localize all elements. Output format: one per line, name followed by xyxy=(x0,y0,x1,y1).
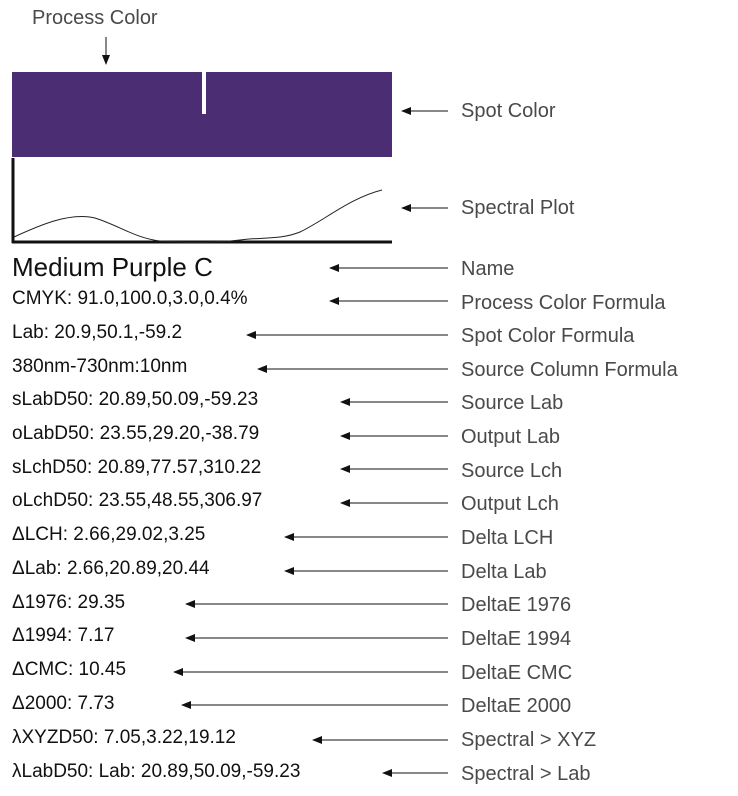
spectral-xyz-value: λXYZD50: 7.05,3.22,19.12 xyxy=(12,727,236,748)
delta-e-1976-value: Δ1976: 29.35 xyxy=(12,592,126,613)
output-lch-value: oLchD50: 23.55,48.55,306.97 xyxy=(12,490,263,511)
output-lab-value: oLabD50: 23.55,29.20,-38.79 xyxy=(12,423,260,444)
delta-e-cmc-label: DeltaE CMC xyxy=(461,662,573,684)
process-color-label: Process Color xyxy=(32,7,158,29)
spot-color-label: Spot Color xyxy=(461,100,556,122)
delta-e-cmc-value: ΔCMC: 10.45 xyxy=(12,659,127,680)
process-formula-value: CMYK: 91.0,100.0,3.0,0.4% xyxy=(12,288,248,309)
delta-e-1976-label: DeltaE 1976 xyxy=(461,594,572,616)
delta-lab-value: ΔLab: 2.66,20.89,20.44 xyxy=(12,558,210,579)
process-formula-label: Process Color Formula xyxy=(461,292,666,314)
color-name: Medium Purple C xyxy=(12,252,213,282)
delta-e-1994-value: Δ1994: 7.17 xyxy=(12,625,115,646)
delta-lch-value: ΔLCH: 2.66,29.02,3.25 xyxy=(12,524,206,545)
source-lab-value: sLabD50: 20.89,50.09,-59.23 xyxy=(12,389,259,410)
delta-lch-label: Delta LCH xyxy=(461,527,554,549)
spot-formula-value: Lab: 20.9,50.1,-59.2 xyxy=(12,322,183,343)
spectral-lab-label: Spectral > Lab xyxy=(461,763,591,785)
source-lch-value: sLchD50: 20.89,77.57,310.22 xyxy=(12,457,262,478)
spectral-xyz-label: Spectral > XYZ xyxy=(461,729,597,751)
delta-e-1994-label: DeltaE 1994 xyxy=(461,628,572,650)
delta-e-2000-label: DeltaE 2000 xyxy=(461,695,572,717)
spectral-lab-value: λLabD50: Lab: 20.89,50.09,-59.23 xyxy=(12,761,301,782)
delta-e-2000-value: Δ2000: 7.73 xyxy=(12,693,115,714)
output-lch-label: Output Lch xyxy=(461,493,559,515)
source-column-label: Source Column Formula xyxy=(461,359,678,381)
name-label: Name xyxy=(461,258,515,280)
output-lab-label: Output Lab xyxy=(461,426,560,448)
spectral-plot-label: Spectral Plot xyxy=(461,197,575,219)
source-lab-label: Source Lab xyxy=(461,392,564,414)
source-lch-label: Source Lch xyxy=(461,460,563,482)
spot-formula-label: Spot Color Formula xyxy=(461,325,635,347)
delta-lab-label: Delta Lab xyxy=(461,561,547,583)
source-column-value: 380nm-730nm:10nm xyxy=(12,356,188,377)
